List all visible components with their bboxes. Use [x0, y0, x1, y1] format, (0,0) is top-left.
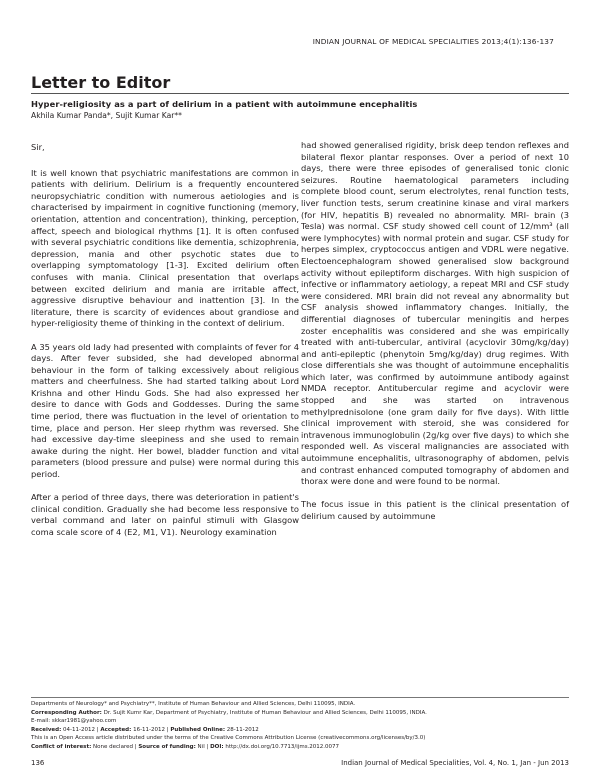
accepted-date: 16-11-2012 — [133, 726, 166, 733]
footnote-departments: Departments of Neurology* and Psychiatry**, Institute of Human Behaviour and Allied Sciences, Delhi 110095, INDIA. — [31, 701, 356, 707]
left-column — [31, 142, 299, 539]
body-paragraph: It is well known that psychiatric manifestations are common in patients with delirium. Delirium is a frequently encountered neuropsychiatric condition with numerous aetiologies and is characterised by impairment in cognitive functioning (memory, orientation, attention and concentration), thinking, perception, affect, speech and biological rhythms [1]. It is often confused with several psychiatric conditions like dementia, schizophrenia, depression, mania and other psychotic states due to overlapping symptomatology [1-3]. Excited delirium often confuses with mania. Clinical presentation that overlaps between excited delirium and mania are irritable affect, aggressive disruptive behaviour and inattention [3]. In the literature, there is scarcity of evidences about grandiose and hyper-religiosity theme of thinking in the context of delirium. — [31, 167, 299, 329]
doi-link[interactable]: http://dx.doi.org/10.7713/ijms.2012.0077 — [225, 743, 340, 750]
conflict-label: Conflict of interest: — [31, 743, 92, 750]
article-title: Hyper-religiosity as a part of delirium in a patient with autoimmune encephalitis — [31, 99, 418, 109]
footnote-dates: Received: 04-11-2012 | Accepted: 16-11-2012 | Published Online: 28-11-2012 — [31, 726, 259, 733]
published-label: Published Online: — [170, 726, 226, 733]
published-date: 28-11-2012 — [226, 726, 259, 733]
section-title: Letter to Editor — [31, 73, 171, 92]
funding-text: Nil — [197, 743, 205, 750]
body-paragraph: A 35 years old lady had presented with complaints of fever for 4 days. After fever subsided, she had developed abnormal behaviour in the form of talking excessively about religious matters and cheerfulness. She had started talking about Lord Krishna and other Hindu Gods. She had also expressed her desire to dance with Gods and Goddesses. During the same time period, there was fluctuation in the level of orientation to time, place and person. Her sleep rhythm was reversed. She had excessive day-time sleepiness and she used to remain awake during the night. Her bowel, bladder function and vital parameters (blood pressure and pulse) were normal during this period. — [31, 341, 299, 480]
journal-header: INDIAN JOURNAL OF MEDICAL SPECIALITIES 2013;4(1):136-137 — [312, 37, 554, 46]
conflict-text: None declared — [93, 743, 133, 750]
corresponding-text: Dr. Sujit Kumr Kar, Department of Psychiatry, Institute of Human Behaviour and Allied Sciences, Delhi 110095, INDIA. — [103, 709, 427, 716]
footnotes — [31, 700, 571, 752]
received-date: 04-11-2012 — [63, 726, 96, 733]
article-authors: Akhila Kumar Panda*, Sujit Kumar Kar** — [31, 111, 182, 120]
received-label: Received: — [31, 726, 62, 733]
body-paragraph: After a period of three days, there was deterioration in patient's clinical condition. Gradually she had become less responsive to verbal command and later on painful stimuli with Glasgow coma scale score of 4 (E2, M1, V1). Neurology examination — [31, 492, 299, 537]
footnote-divider — [31, 697, 569, 698]
right-column — [301, 140, 569, 523]
salutation: Sir, — [31, 142, 45, 152]
footnote-corresponding — [31, 709, 571, 718]
page-number: 136 — [31, 759, 45, 767]
body-paragraph: had showed generalised rigidity, brisk deep tendon reflexes and bilateral flexor plantar responses. Over a period of next 10 days, there were three episodes of generalised tonic clonic seizures. Routine haematological parameters including complete blood count, serum electrolytes, renal function tests, liver function tests, serum creatinine kinase and viral markers (for HIV, hepatitis B) revealed no abnormality. MRI- brain (3 Tesla) was normal. CSF study showed cell count of 12/mm³ (all were lymphocytes) with normal protein and sugar. CSF study for herpes simplex, cryptococcus antigen and VDRL were negative. Electoencephalogram showed generalised slow background activity without epileptiform discharges. With high suspicion of infective or inflammatory aetiology, a repeat MRI and CSF study were considered. MRI brain did not reveal any abnormality but CSF analysis showed inflammatory changes. Initially, the differential diagnoses of tubercular meningitis and herpes zoster encephalitis was considered and she was empirically treated with anti-tubercular, antiviral (acyclovir 30mg/kg/day) and anti-epileptic (phenytoin 5mg/kg/day) drug regimes. With close differentials she was thought of autoimmune encephalitis which later, was confirmed by autoimmune antibody against NMDA receptor. Antitubercular regime and acyclovir were stopped and she was started on intravenous methylprednisolone (one gram daily for five days). With little clinical improvement with steroid, she was considered for intravenous immunoglobulin (2g/kg over five days) to which she responded well. As visceral malignancies are associated with autoimmune encephalitis, ultrasonography of abdomen, pelvis and contrast enhanced computed tomography of abdomen and thorax were done and were found to be normal. — [301, 140, 569, 487]
corresponding-label: Corresponding Author: — [31, 709, 102, 716]
accepted-label: Accepted: — [100, 726, 132, 733]
title-divider — [31, 93, 569, 94]
doi-label: DOI: — [210, 743, 224, 750]
footnote-email[interactable]: E-mail: skkar1981@yahoo.com — [31, 718, 117, 725]
journal-citation: Indian Journal of Medical Specialities, Vol. 4, No. 1, Jan - Jun 2013 — [341, 759, 569, 767]
funding-label: Source of funding: — [138, 743, 196, 750]
body-paragraph: The focus issue in this patient is the clinical presentation of delirium caused by autoimmune — [301, 499, 569, 521]
footnote-license: This is an Open Access article distributed under the terms of the Creative Commons Attribution License (creativecommons.org/licenses/by/3.0) — [31, 735, 426, 742]
footnote-declarations: Conflict of interest: None declared | Source of funding: Nil | DOI: http://dx.doi.org/10.7713/ijms.2012.0077 — [31, 743, 340, 750]
